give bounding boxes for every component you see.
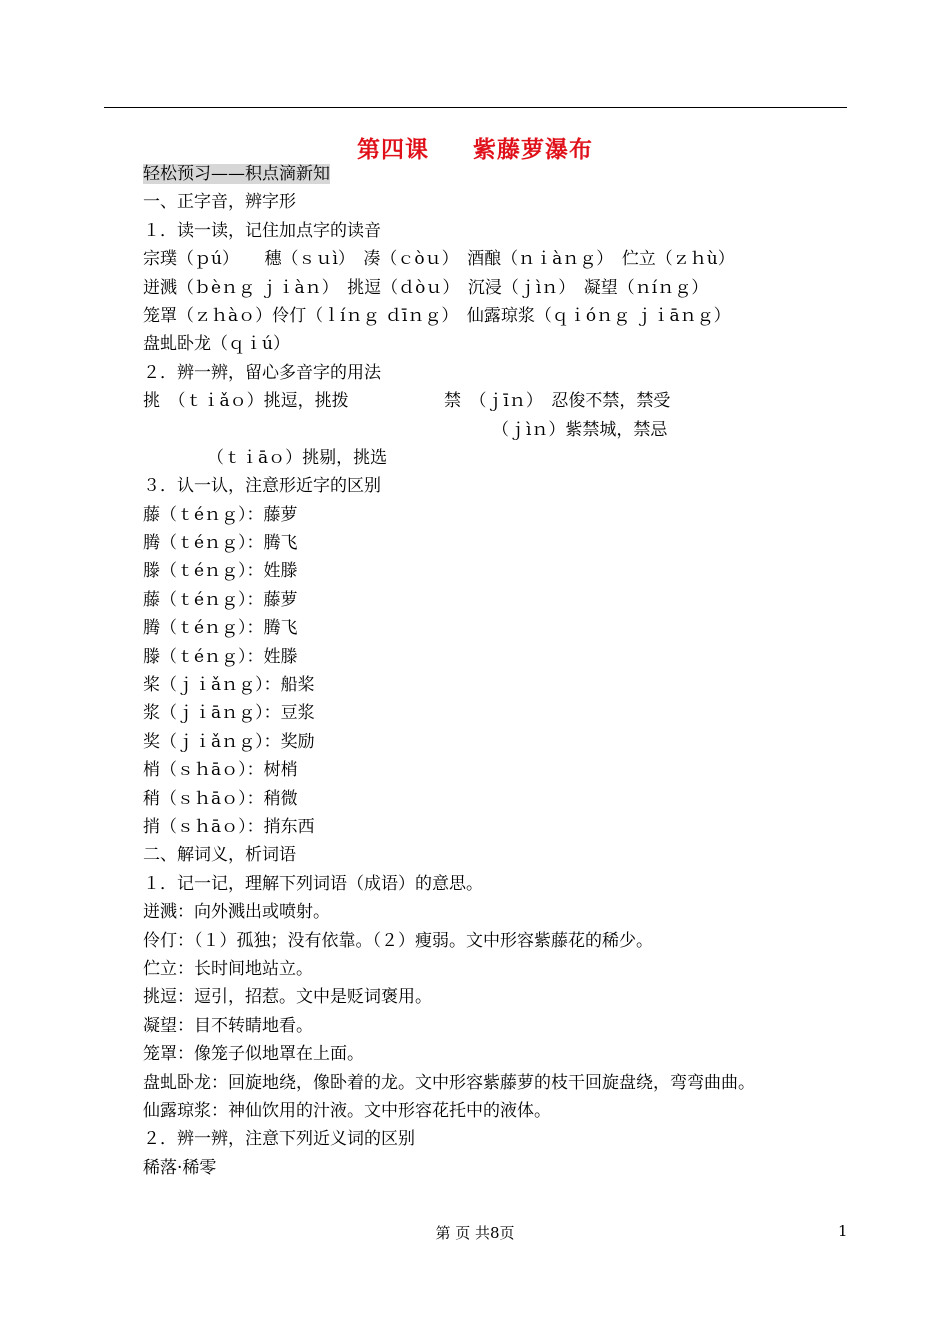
- polyphone-line: 挑 （ｔｉǎｏ）挑逗，挑拨 禁 （ｊīｎ） 忍俊不禁，禁受: [143, 391, 671, 412]
- section-preview-heading: 轻松预习——积点滴新知: [143, 164, 330, 184]
- pinyin-line: 笼罩（ｚｈàｏ）伶仃（ｌíｎｇ ｄīｎｇ） 仙露琼浆（ｑｉóｎｇ ｊｉāｎｇ）: [143, 305, 731, 326]
- pinyin-line: 迸溅（ｂèｎｇ ｊｉàｎ） 挑逗（ｄòｕ） 沉浸（ｊìｎ） 凝望（ｎíｎｇ）: [143, 277, 709, 298]
- polyphone-line: （ｊìｎ）紫禁城，禁忌: [492, 419, 668, 440]
- header-rule: [104, 107, 847, 108]
- subsection-heading: ３．认一认，注意形近字的区别: [143, 476, 381, 497]
- section-heading: 二、解词义，析词语: [143, 845, 296, 866]
- definition-line: 盘虬卧龙：回旋地绕，像卧着的龙。文中形容紫藤萝的枝干回旋盘绕，弯弯曲曲。: [143, 1072, 755, 1093]
- page-number: 1: [838, 1222, 848, 1240]
- subsection-heading: ２．辨一辨，注意下列近义词的区别: [143, 1129, 415, 1150]
- char-line: 浆（ｊｉāｎｇ）：豆浆: [143, 703, 315, 724]
- definition-line: 仙露琼浆：神仙饮用的汁液。文中形容花托中的液体。: [143, 1100, 551, 1121]
- pinyin-line: 盘虬卧龙（ｑｉú）: [143, 334, 290, 355]
- document-body: [143, 160, 853, 1182]
- definition-line: 伫立：长时间地站立。: [143, 958, 313, 979]
- definition-line: 笼罩：像笼子似地罩在上面。: [143, 1044, 364, 1065]
- char-line: 藤（ｔéｎｇ）：藤萝: [143, 589, 298, 610]
- definition-line: 凝望：目不转睛地看。: [143, 1015, 313, 1036]
- subsection-heading: １．记一记，理解下列词语（成语）的意思。: [143, 873, 483, 894]
- synonym-line: 稀落·稀零: [143, 1157, 217, 1178]
- polyphone-line: （ｔｉāｏ）挑剔，挑选: [207, 447, 388, 468]
- char-line: 滕（ｔéｎｇ）：姓滕: [143, 646, 298, 667]
- char-line: 藤（ｔéｎｇ）：藤萝: [143, 504, 298, 525]
- char-line: 稍（ｓｈāｏ）：稍微: [143, 788, 298, 809]
- char-line: 滕（ｔéｎｇ）：姓滕: [143, 561, 298, 582]
- definition-line: 挑逗：逗引，招惹。文中是贬词褒用。: [143, 987, 432, 1008]
- subsection-heading: １．读一读，记住加点字的读音: [143, 220, 381, 241]
- section-heading: 一、正字音，辨字形: [143, 192, 296, 213]
- char-line: 奖（ｊｉǎｎｇ）：奖励: [143, 731, 315, 752]
- char-line: 腾（ｔéｎｇ）：腾飞: [143, 618, 298, 639]
- definition-line: 伶仃：（１）孤独；没有依靠。（２）瘦弱。文中形容紫藤花的稀少。: [143, 930, 653, 951]
- pinyin-line: 宗璞（ｐú） 穗（ｓｕì） 凑（ｃòｕ） 酒酿（ｎｉàｎｇ） 伫立（ｚｈù）: [143, 249, 735, 270]
- page-footer: 第 页 共8页: [435, 1224, 515, 1242]
- char-line: 捎（ｓｈāｏ）：捎东西: [143, 816, 315, 837]
- char-line: 桨（ｊｉǎｎｇ）：船桨: [143, 675, 315, 696]
- definition-line: 迸溅：向外溅出或喷射。: [143, 902, 330, 923]
- char-line: 腾（ｔéｎｇ）：腾飞: [143, 533, 298, 554]
- subsection-heading: ２．辨一辨，留心多音字的用法: [143, 362, 381, 383]
- lesson-title: 第四课 紫藤萝瀑布: [357, 136, 593, 163]
- char-line: 梢（ｓｈāｏ）：树梢: [143, 760, 298, 781]
